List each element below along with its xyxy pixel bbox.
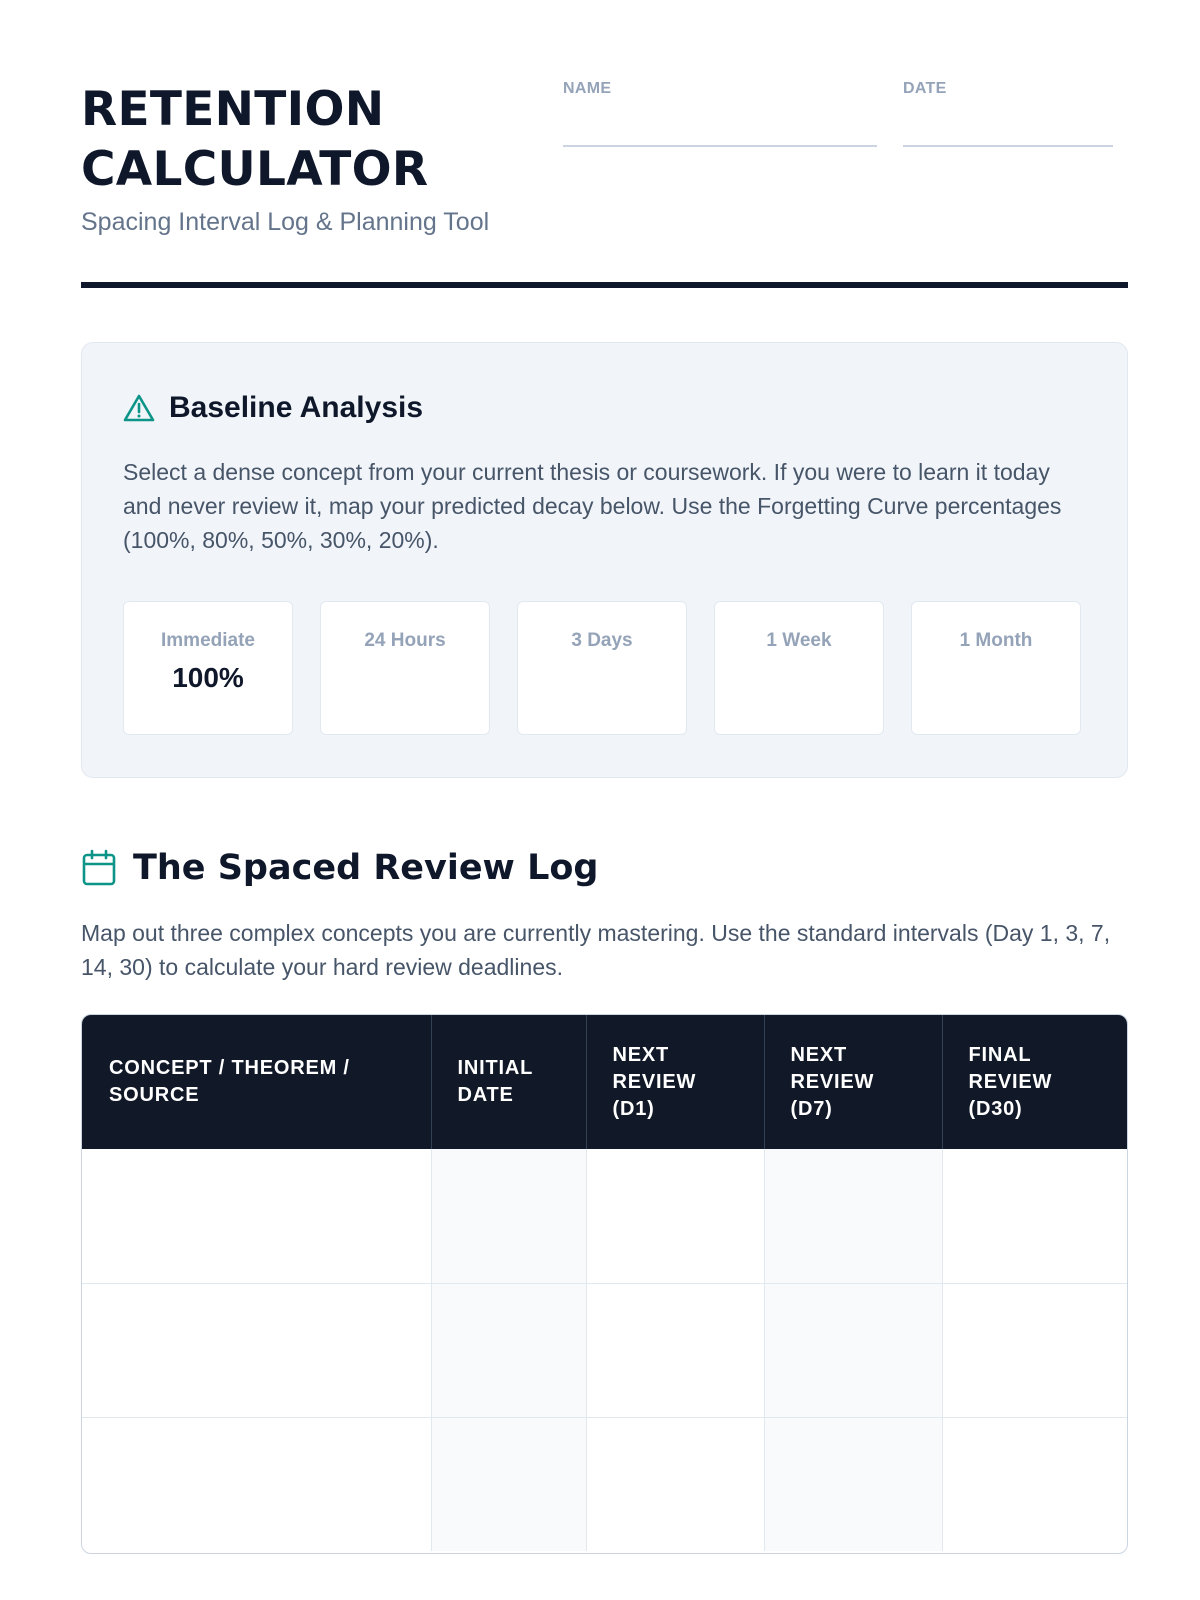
decay-card-immediate[interactable] [123, 601, 293, 735]
name-label: NAME [563, 80, 612, 97]
decay-cards [123, 601, 1081, 735]
column-header-concept: CONCEPT / THEOREM / SOURCE [82, 1015, 431, 1149]
name-line [563, 145, 877, 147]
date-label: DATE [903, 80, 947, 97]
review-log-description: Map out three complex concepts you are currently mastering. Use the standard intervals (Day 1, 3, 7, 14, 30) to calculate your hard review deadlines. [81, 920, 1111, 980]
review-d1-cell[interactable] [586, 1417, 764, 1551]
baseline-description: Select a dense concept from your current thesis or coursework. If you were to learn it today and never review it, map your predicted decay below. Use the Forgetting Curve percentages (100%, 80%, 50%, 30%, 20%). [123, 459, 1062, 553]
review-log-table [81, 1014, 1128, 1554]
decay-card-1-week[interactable] [714, 601, 884, 735]
review-d7-cell[interactable] [764, 1283, 942, 1417]
date-line [903, 145, 1113, 147]
review-d1-cell[interactable] [586, 1149, 764, 1283]
review-d1-cell[interactable] [586, 1283, 764, 1417]
decay-card-24-hours[interactable] [320, 601, 490, 735]
decay-card-label: Immediate [161, 630, 255, 651]
decay-card-value: 100% [172, 662, 244, 693]
table-row [82, 1149, 1127, 1283]
decay-card-label: 24 Hours [364, 630, 446, 651]
review-log-title: The Spaced Review Log [133, 848, 599, 888]
page-subtitle: Spacing Interval Log & Planning Tool [81, 208, 490, 236]
table-header-row [82, 1015, 1127, 1149]
name-field[interactable] [563, 80, 877, 98]
review-d7-cell[interactable] [764, 1417, 942, 1551]
warning-triangle-icon [123, 393, 155, 423]
decay-card-1-month[interactable] [911, 601, 1081, 735]
concept-cell[interactable] [82, 1149, 431, 1283]
baseline-title: Baseline Analysis [169, 391, 424, 424]
table-row [82, 1417, 1127, 1551]
review-d30-cell[interactable] [942, 1149, 1127, 1283]
review-d30-cell[interactable] [942, 1283, 1127, 1417]
column-header-initial-date: INITIAL DATE [431, 1015, 586, 1149]
review-d7-cell[interactable] [764, 1149, 942, 1283]
decay-card-3-days[interactable] [517, 601, 687, 735]
page-title [81, 80, 551, 200]
calendar-icon [81, 849, 117, 887]
initial-date-cell[interactable] [431, 1417, 586, 1551]
column-header-next-review-d7: NEXT REVIEW (D7) [764, 1015, 942, 1149]
table-row [82, 1283, 1127, 1417]
decay-card-label: 1 Month [959, 630, 1033, 651]
title-line-1: RETENTION [81, 82, 385, 137]
title-line-2: CALCULATOR [81, 142, 429, 197]
page-header [81, 80, 1128, 290]
review-log-heading [81, 848, 598, 888]
column-header-final-review-d30: FINAL REVIEW (D30) [942, 1015, 1127, 1149]
decay-card-label: 3 Days [571, 630, 633, 651]
baseline-analysis-panel [81, 342, 1128, 778]
review-d30-cell[interactable] [942, 1417, 1127, 1551]
concept-cell[interactable] [82, 1417, 431, 1551]
initial-date-cell[interactable] [431, 1149, 586, 1283]
decay-card-label: 1 Week [766, 630, 832, 651]
baseline-heading [123, 391, 423, 425]
column-header-next-review-d1: NEXT REVIEW (D1) [586, 1015, 764, 1149]
concept-cell[interactable] [82, 1283, 431, 1417]
initial-date-cell[interactable] [431, 1283, 586, 1417]
date-field[interactable] [903, 80, 1113, 98]
header-divider [81, 282, 1128, 288]
